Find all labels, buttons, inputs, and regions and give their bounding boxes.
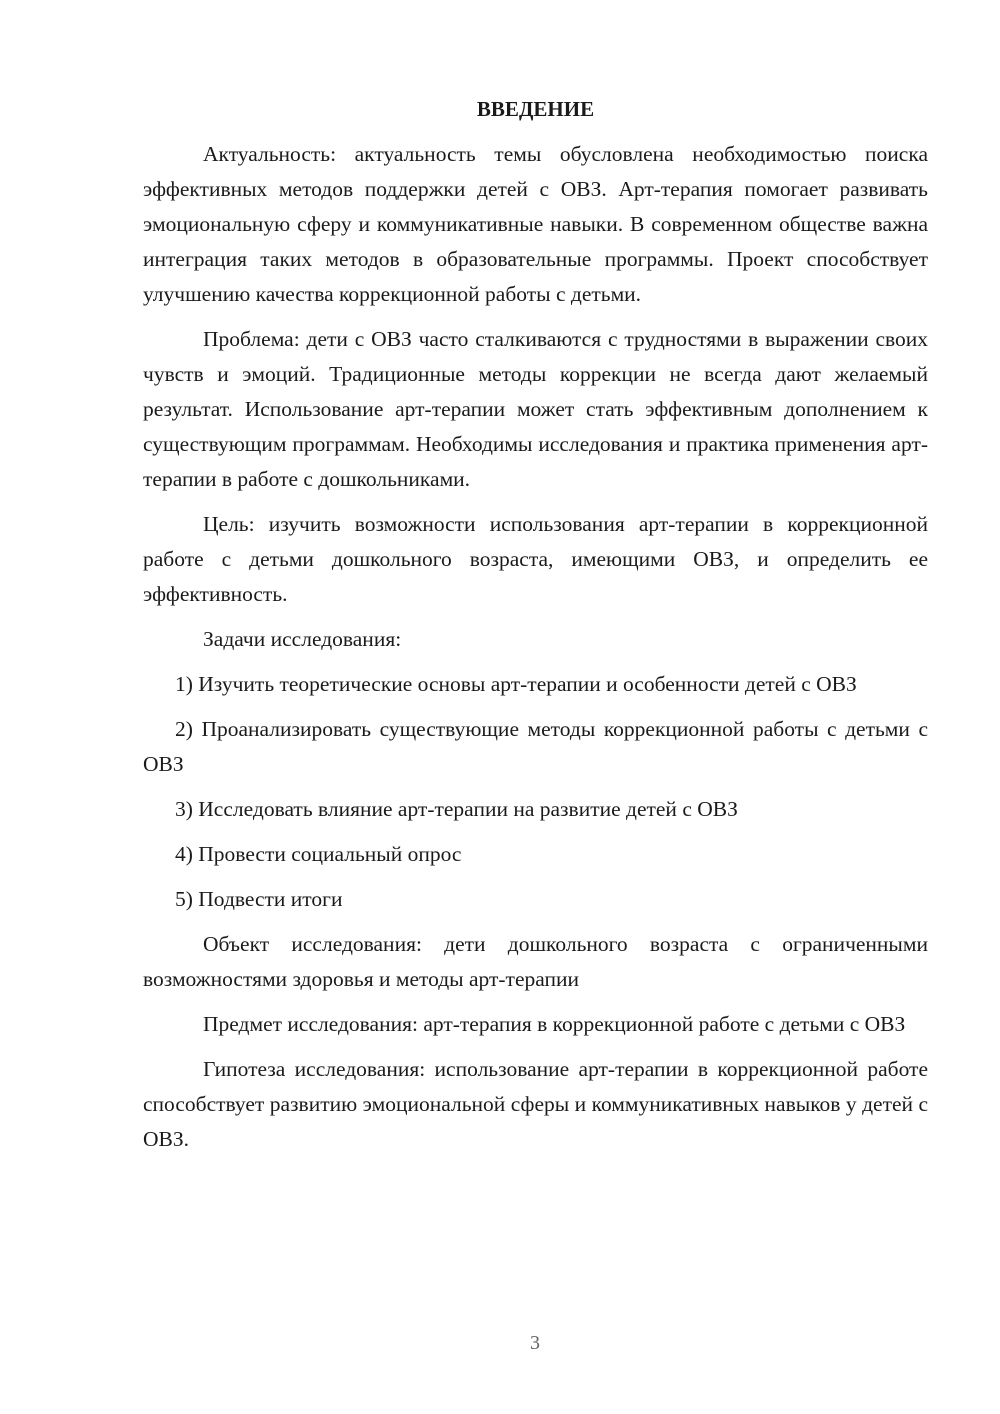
paragraph-object: Объект исследования: дети дошкольного возраста с ограниченными возможностями здоровья и методы арт-терапии <box>143 932 928 991</box>
list-item: 5) Подвести итоги <box>175 887 343 911</box>
paragraph-subject: Предмет исследования: арт-терапия в коррекционной работе с детьми с ОВЗ <box>203 1012 906 1036</box>
tasks-list <box>143 667 928 917</box>
list-item: 3) Исследовать влияние арт-терапии на развитие детей с ОВЗ <box>175 797 738 821</box>
list-item: 4) Провести социальный опрос <box>175 842 462 866</box>
paragraph-relevance: Актуальность: актуальность темы обусловлена необходимостью поиска эффективных методов поддержки детей с ОВЗ. Арт-терапия помогает развивать эмоциональную сферу и коммуникативные навыки. В современном обществе важна интеграция таких методов в образовательные программы. Проект способствует улучшению качества коррекционной работы с детьми. <box>143 142 928 306</box>
page-content <box>143 92 928 1167</box>
page-title: ВВЕДЕНИЕ <box>476 97 595 121</box>
paragraph-hypothesis: Гипотеза исследования: использование арт-терапии в коррекционной работе способствует развитию эмоциональной сферы и коммуникативных навыков у детей с ОВЗ. <box>143 1057 928 1151</box>
list-item: 1) Изучить теоретические основы арт-терапии и особенности детей с ОВЗ <box>175 672 857 696</box>
list-item: 2) Проанализировать существующие методы коррекционной работы с детьми с ОВЗ <box>143 717 928 776</box>
paragraph-goal: Цель: изучить возможности использования арт-терапии в коррекционной работе с детьми дошкольного возраста, имеющими ОВЗ, и определить ее эффективность. <box>143 512 928 606</box>
paragraph-tasks-heading: Задачи исследования: <box>203 627 402 651</box>
paragraph-problem: Проблема: дети с ОВЗ часто сталкиваются с трудностями в выражении своих чувств и эмоций. Традиционные методы коррекции не всегда дают желаемый результат. Использование арт-терапии может стать эффективным дополнением к существующим программам. Необходимы исследования и практика применения арт-терапии в работе с дошкольниками. <box>143 327 928 491</box>
page-number: 3 <box>530 1332 540 1354</box>
